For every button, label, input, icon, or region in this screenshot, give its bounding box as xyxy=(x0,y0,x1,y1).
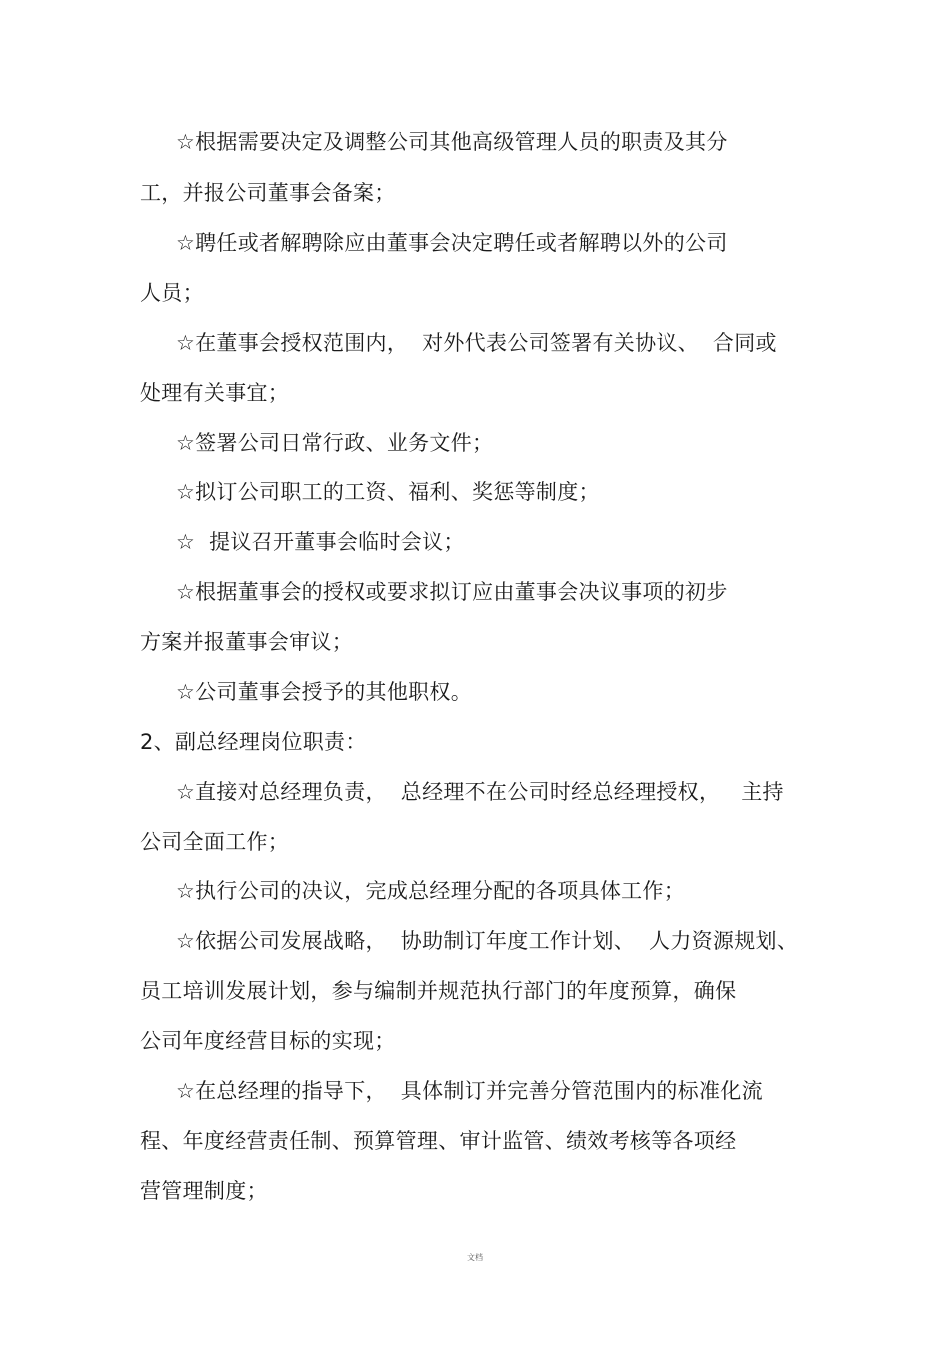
paragraph-line: 方案并报董事会审议； xyxy=(140,630,353,654)
paragraph-line: ☆聘任或者解聘除应由董事会决定聘任或者解聘以外的公司 xyxy=(176,231,728,255)
paragraph-line: ☆在总经理的指导下， 具体制订并完善分管范围内的标准化流 xyxy=(176,1079,763,1103)
paragraph-line: ☆ 提议召开董事会临时会议； xyxy=(176,530,465,554)
section-heading: 2、副总经理岗位职责： xyxy=(140,730,367,754)
paragraph-line: 员工培训发展计划，参与编制并规范执行部门的年度预算，确保 xyxy=(140,979,737,1003)
paragraph-line: ☆执行公司的决议，完成总经理分配的各项具体工作； xyxy=(176,879,686,903)
paragraph-line: ☆依据公司发展战略， 协助制订年度工作计划、 人力资源规划、 xyxy=(176,929,799,953)
paragraph-line: 公司年度经营目标的实现； xyxy=(140,1029,396,1053)
paragraph-line: 处理有关事宜； xyxy=(140,381,290,405)
paragraph-line: ☆根据董事会的授权或要求拟订应由董事会决议事项的初步 xyxy=(176,580,728,604)
paragraph-line: ☆拟订公司职工的工资、福利、奖惩等制度； xyxy=(176,480,600,504)
paragraph-line: 工，并报公司董事会备案； xyxy=(140,181,396,205)
paragraph-line: 公司全面工作； xyxy=(140,830,290,854)
paragraph-line: 营管理制度； xyxy=(140,1179,268,1203)
paragraph-line: 人员； xyxy=(140,281,204,305)
paragraph-line: ☆公司董事会授予的其他职权。 xyxy=(176,680,473,704)
paragraph-line: ☆签署公司日常行政、业务文件； xyxy=(176,431,494,455)
paragraph-line: 程、年度经营责任制、预算管理、审计监管、绩效考核等各项经 xyxy=(140,1129,737,1153)
page-footer: 文档 xyxy=(467,1253,483,1262)
paragraph-line: ☆直接对总经理负责， 总经理不在公司时经总经理授权， 主持 xyxy=(176,780,784,804)
paragraph-line: ☆在董事会授权范围内， 对外代表公司签署有关协议、 合同或 xyxy=(176,331,777,355)
paragraph-line: ☆根据需要决定及调整公司其他高级管理人员的职责及其分 xyxy=(176,130,728,154)
